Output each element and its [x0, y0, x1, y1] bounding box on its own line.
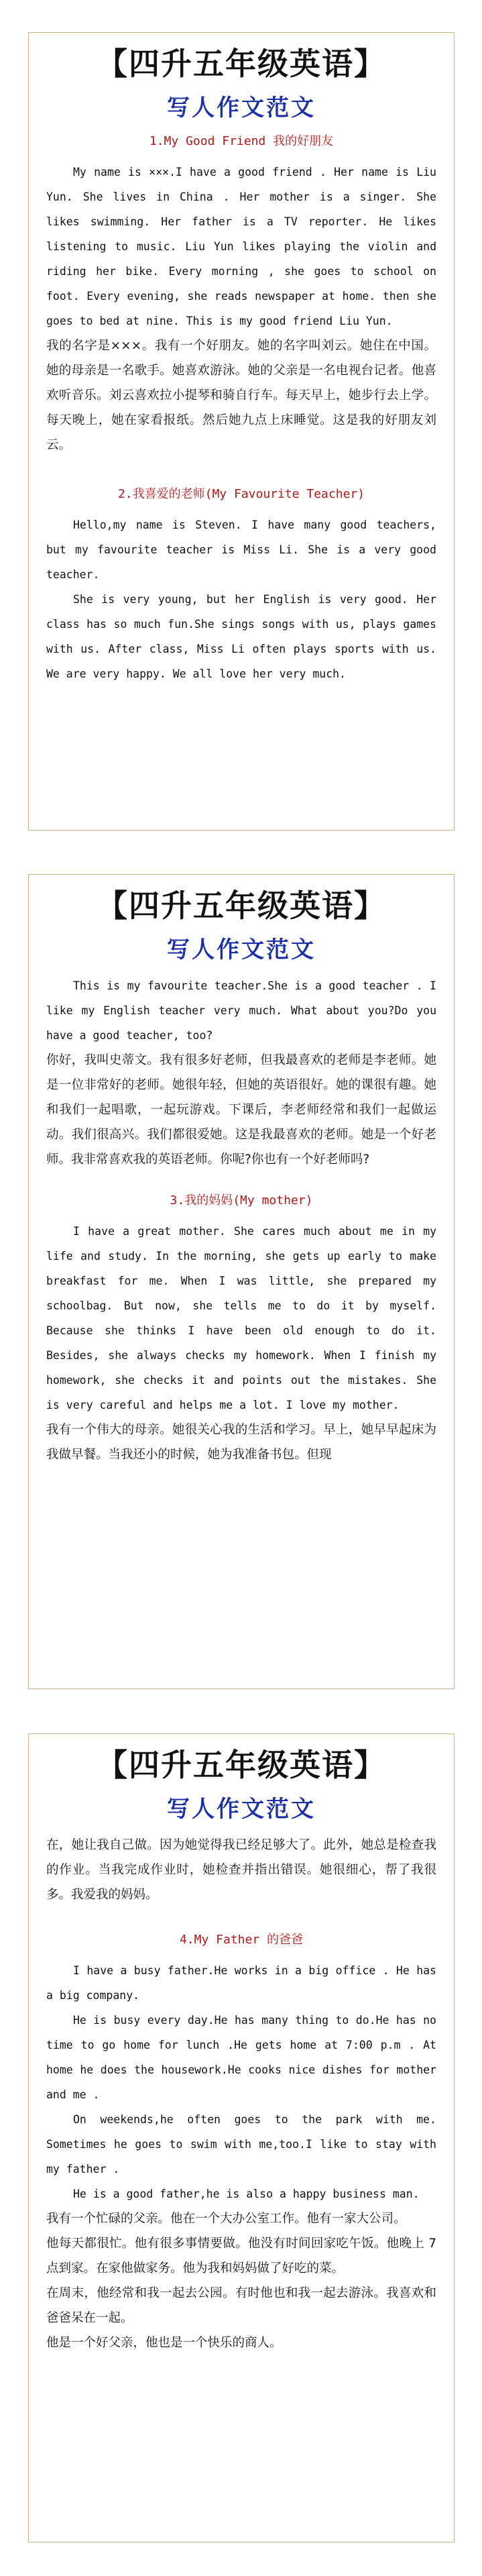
essay-chinese-line: 在周末，他经常和我一起去公园。有时他也和我一起去游泳。我喜欢和爸爸呆在一起。: [46, 2286, 436, 2325]
sub-title: 写人作文范文: [167, 936, 316, 963]
essay-card-1: [28, 32, 455, 830]
essay-chinese-translation: 我的名字是×××。我有一个好朋友。她的名字叫刘云。她住在中国。她的母亲是一名歌手。她喜欢游泳。她的父亲是一名电视台记者。他喜欢听音乐。刘云喜欢拉小提琴和骑自行车。每天早上，她步行去上学。每天晚上，她在家看报纸。然后她九点上床睡觉。这是我的好朋友刘云。: [46, 338, 436, 452]
essay-chinese-line: 他每天都很忙。他有很多事情要做。他没有时间回家吃午饭。他晚上 7 点到家。在家他做家务。他为我和妈妈做了好吃的菜。: [46, 2236, 436, 2275]
main-title: 【四升五年级英语】: [97, 46, 386, 82]
essay-chinese-translation: 我有一个伟大的母亲。她很关心我的生活和学习。早上，她早早起床为我做早餐。当我还小的时候，她为我准备书包。但现: [46, 1422, 436, 1462]
essay-english-paragraph: I have a busy father.He works in a big office . He has a big company.: [46, 1964, 436, 2002]
essay-english-paragraph: On weekends,he often goes to the park with me. Sometimes he goes to swim with me,too.I like to stay with my father .: [46, 2112, 436, 2176]
essay-english-paragraph: Hello,my name is Steven. I have many good teachers, but my favourite teacher is Miss Li. She is a very good teacher.: [46, 518, 436, 581]
essay-english-paragraph: He is a good father,he is also a happy business man.: [73, 2187, 420, 2200]
essay-english-paragraph: My name is ×××.I have a good friend . Her name is Liu Yun. She lives in China . Her mother is a singer. She likes swimming. Her father is a TV reporter. He likes listening to music. Liu Yun likes playing the violin and riding her bike. Every morning , she goes to school on foot. Every evening, she reads newspaper at home. then she goes to bed at nine. This is my good friend Liu Yun.: [46, 165, 436, 327]
essay-english-paragraph: He is busy every day.He has many thing to do.He has no time to go home for lunch .He gets home at 7:00 p.m . At home he does the housework.He cooks nice dishes for mother and me .: [46, 2013, 436, 2101]
section-title-favourite-teacher: 2.我喜爱的老师(My Favourite Teacher): [117, 486, 365, 501]
essay-chinese-line: 他是一个好父亲，他也是一个快乐的商人。: [46, 2335, 282, 2350]
main-title: 【四升五年级英语】: [97, 1747, 386, 1783]
essay-english-paragraph: This is my favourite teacher.She is a good teacher . I like my English teacher very much. What about you?Do you have a good teacher, too?: [46, 979, 436, 1042]
essay-card-2: [28, 874, 455, 1689]
sub-title: 写人作文范文: [167, 94, 316, 121]
essay-english-paragraph: I have a great mother. She cares much about me in my life and study. In the morning, she gets up early to make breakfast for me. When I was little, she prepared my schoolbag. But now, she tells me to do it by myself. Because she thinks I have been old enough to do it. Besides, she always checks my homework. When I finish my homework, she checks it and points out the mistakes. She is very careful and helps me a lot. I love my mother.: [46, 1224, 436, 1411]
section-title-my-father: 4.My Father 的爸爸: [179, 1932, 304, 1947]
essay-chinese-translation: 你好，我叫史蒂文。我有很多好老师，但我最喜欢的老师是李老师。她是一位非常好的老师。她很年轻，但她的英语很好。她的课很有趣。她和我们一起唱歌，一起玩游戏。下课后，李老师经常和我们一起做运动。我们很高兴。我们都很爱她。这是我最喜欢的老师。她是一个好老师。我非常喜欢我的英语老师。你呢?你也有一个好老师吗?: [46, 1053, 436, 1167]
sub-title: 写人作文范文: [167, 1795, 316, 1823]
section-title-my-mother: 3.我的妈妈(My mother): [170, 1193, 313, 1208]
essay-chinese-line: 我有一个忙碌的父亲。他在一个大办公室工作。他有一家大公司。: [46, 2211, 406, 2226]
essay-chinese-translation: 在，她让我自己做。因为她觉得我已经足够大了。此外，她总是检查我的作业。当我完成作业时，她检查并指出错误。她很细心，帮了我很多。我爱我的妈妈。: [46, 1837, 436, 1902]
main-title: 【四升五年级英语】: [97, 888, 386, 924]
section-title-my-good-friend: 1.My Good Friend 我的好朋友: [149, 133, 334, 148]
essay-english-paragraph: She is very young, but her English is very good. Her class has so much fun.She sings songs with us, plays games with us. After class, Miss Li often plays sports with us. We are very happy. We all love her very much.: [46, 592, 436, 680]
essay-card-3: [28, 1733, 455, 2542]
